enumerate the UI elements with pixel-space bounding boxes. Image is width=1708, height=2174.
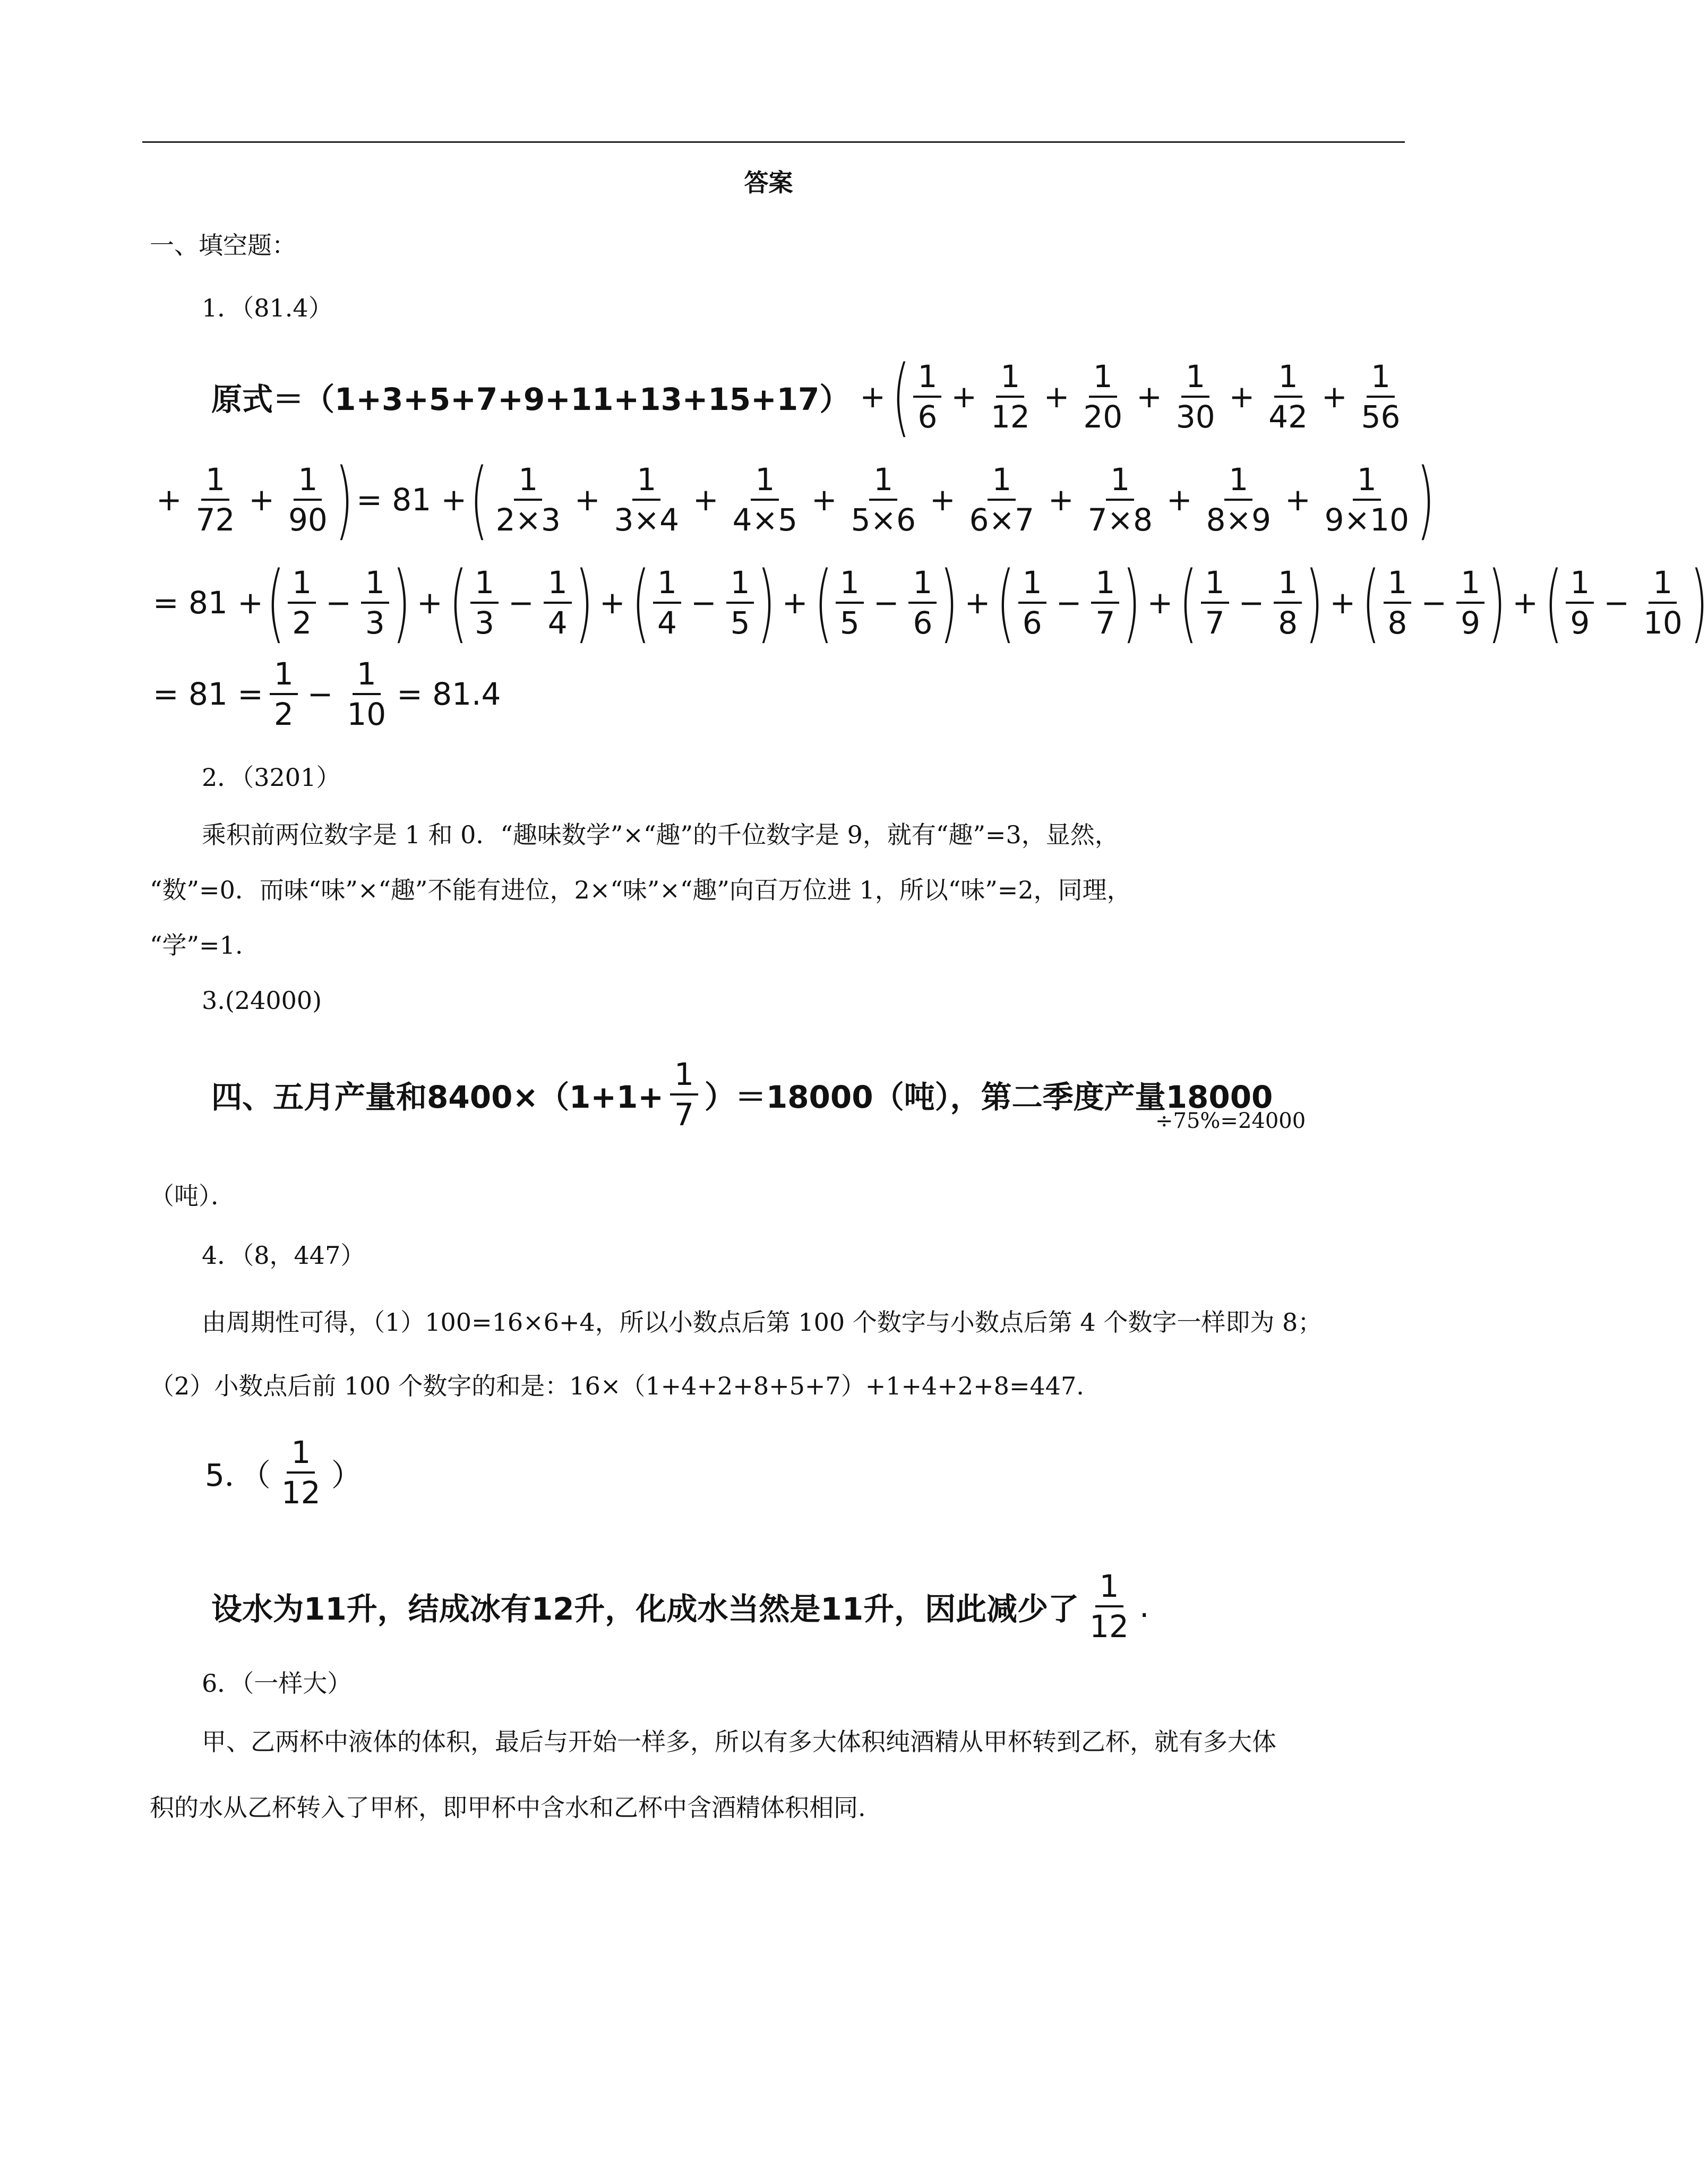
numerator: 1 xyxy=(1095,1567,1123,1607)
numerator: 1 xyxy=(836,563,864,604)
denominator: 20 xyxy=(1083,399,1123,435)
numerator: 1 xyxy=(361,563,389,604)
denominator: 2 xyxy=(273,696,294,732)
q4-paragraph-line-2: （2）小数点后前 100 个数字的和是：16×（1+4+2+8+5+7）+1+4+2+8=447. xyxy=(150,1372,1084,1400)
denominator: 8 xyxy=(1387,605,1407,641)
q6-label: 6．（一样大） xyxy=(202,1669,352,1698)
numerator: 1 xyxy=(913,357,941,398)
plus-sign: + xyxy=(930,482,956,518)
denominator: 4 xyxy=(547,605,568,641)
numerator: 1 xyxy=(908,563,937,604)
minus-sign: − xyxy=(1055,585,1082,621)
right-paren: ) xyxy=(334,450,354,549)
left-paren: ( xyxy=(449,553,468,652)
denominator: 6 xyxy=(917,399,938,435)
q2-label: 2．（3201） xyxy=(202,763,341,792)
minus-sign: − xyxy=(1421,585,1447,621)
plus-sign: + xyxy=(1512,585,1538,621)
difference-group xyxy=(266,553,411,652)
plus-sign: + xyxy=(1136,379,1162,415)
difference-group xyxy=(449,553,593,652)
denominator: 4×5 xyxy=(732,502,797,538)
plus-sign: + xyxy=(1321,379,1347,415)
right-paren: ) xyxy=(1488,553,1506,652)
denominator: 9×10 xyxy=(1324,502,1409,538)
plus-sign: + xyxy=(1229,379,1255,415)
q1-line2-fractions-b xyxy=(488,460,1417,539)
minus-sign: − xyxy=(873,585,899,621)
numerator: 1 xyxy=(1367,357,1395,398)
minus-sign: − xyxy=(1603,585,1629,621)
fraction xyxy=(488,460,568,539)
numerator: 1 xyxy=(653,563,681,604)
q3-label: 3.(24000) xyxy=(202,986,322,1015)
q1-equation-line-2 xyxy=(150,449,1435,550)
right-paren: ) xyxy=(1305,553,1324,652)
fraction xyxy=(844,460,923,539)
plus-sign: + xyxy=(417,585,443,621)
numerator: 1 xyxy=(294,460,322,501)
q1-line2-mid: = 81 + xyxy=(356,482,467,518)
denominator: 6×7 xyxy=(969,502,1035,538)
q5-label xyxy=(202,1427,365,1518)
q5-label-fraction xyxy=(274,1433,328,1512)
plus-sign: + xyxy=(860,379,886,415)
denominator: 6 xyxy=(913,605,933,641)
fraction xyxy=(285,563,319,642)
q2-paragraph-line-3: “学”=1. xyxy=(150,931,243,960)
numerator: 1 xyxy=(988,460,1016,501)
difference-group xyxy=(1179,553,1324,652)
minus-sign: − xyxy=(325,585,351,621)
minus-sign: − xyxy=(690,585,717,621)
denominator: 12 xyxy=(281,1475,321,1511)
right-paren: ) xyxy=(1689,553,1708,652)
fraction xyxy=(540,563,575,642)
q1-label: 1．（81.4） xyxy=(202,294,333,322)
fraction xyxy=(1076,357,1130,436)
plus-sign: + xyxy=(811,482,837,518)
difference-group xyxy=(997,553,1141,652)
q1-equation-line-1 xyxy=(208,346,1407,447)
q5-explanation xyxy=(208,1561,1152,1651)
denominator: 3 xyxy=(475,605,495,641)
fraction xyxy=(1169,357,1223,436)
q1-line1-lead: 原式＝（1+3+5+7+9+11+13+15+17） xyxy=(211,381,851,417)
denominator: 72 xyxy=(195,502,235,538)
q5-label-start: 5．（ xyxy=(205,1457,271,1493)
fraction xyxy=(962,460,1042,539)
fraction xyxy=(358,563,392,642)
q3-small-text: ÷75%=24000 xyxy=(1155,1109,1306,1133)
fraction xyxy=(1015,563,1050,642)
denominator: 30 xyxy=(1175,399,1215,435)
q3-end: （吨）． xyxy=(150,1182,235,1210)
denominator: 9 xyxy=(1461,605,1480,641)
q3-equation xyxy=(208,1049,1276,1140)
denominator: 4 xyxy=(657,605,677,641)
denominator: 5 xyxy=(839,605,860,641)
fraction xyxy=(725,460,805,539)
denominator: 12 xyxy=(1089,1608,1129,1645)
q3-lead: 四、五月产量和8400×（1+1+ xyxy=(211,1079,664,1115)
fraction xyxy=(1563,563,1597,642)
fraction xyxy=(607,460,686,539)
fraction xyxy=(650,563,684,642)
numerator: 1 xyxy=(1649,563,1677,604)
plus-sign: + xyxy=(156,482,182,518)
right-paren: ) xyxy=(1417,450,1435,549)
numerator: 1 xyxy=(1353,460,1381,501)
numerator: 1 xyxy=(1224,460,1252,501)
header-rule xyxy=(142,141,1405,143)
fraction xyxy=(1198,563,1232,642)
numerator: 1 xyxy=(632,460,660,501)
q5-label-end: ） xyxy=(331,1457,362,1493)
denominator: 10 xyxy=(347,696,387,732)
numerator: 1 xyxy=(996,357,1024,398)
page-title: 答案 xyxy=(744,168,793,197)
fraction xyxy=(467,563,502,642)
denominator: 7 xyxy=(1095,605,1115,641)
right-paren: ) xyxy=(574,553,593,652)
numerator: 1 xyxy=(869,460,897,501)
denominator: 7 xyxy=(674,1097,694,1133)
denominator: 6 xyxy=(1022,605,1042,641)
numerator: 1 xyxy=(1274,357,1302,398)
right-paren: ) xyxy=(757,553,776,652)
plus-sign: + xyxy=(574,482,600,518)
fraction xyxy=(1271,563,1305,642)
numerator: 1 xyxy=(1274,563,1302,604)
numerator: 1 xyxy=(1091,563,1119,604)
q2-paragraph-line-2: “数”=0．而味“味”×“趣”不能有进位，2×“味”×“趣”向百万位进 1，所以“味”=2，同理， xyxy=(150,876,1131,904)
minus-sign: − xyxy=(307,676,333,712)
q1-line1-fractions xyxy=(910,357,1407,436)
denominator: 56 xyxy=(1361,399,1401,435)
fraction xyxy=(983,357,1037,436)
plus-sign: + xyxy=(782,585,808,621)
q5-text-fraction xyxy=(1082,1567,1136,1646)
plus-sign: + xyxy=(599,585,625,621)
left-paren: ( xyxy=(266,553,285,652)
numerator: 1 xyxy=(201,460,229,501)
numerator: 1 xyxy=(1201,563,1229,604)
difference-group xyxy=(631,553,776,652)
left-paren: ( xyxy=(631,553,650,652)
q4-label: 4．（8，447） xyxy=(202,1241,365,1270)
left-paren: ( xyxy=(1179,553,1198,652)
denominator: 3×4 xyxy=(614,502,679,538)
denominator: 7×8 xyxy=(1087,502,1153,538)
numerator: 1 xyxy=(288,563,316,604)
numerator: 1 xyxy=(1181,357,1209,398)
plus-sign: + xyxy=(964,585,991,621)
fraction xyxy=(1380,563,1415,642)
q1-line2-fractions-a xyxy=(188,460,335,539)
numerator: 1 xyxy=(751,460,779,501)
denominator: 42 xyxy=(1268,399,1308,435)
fraction xyxy=(723,563,758,642)
q2-paragraph-line-1: 乘积前两位数字是 1 和 0．“趣味数学”×“趣”的千位数字是 9，就有“趣”=3，显然， xyxy=(202,820,1119,849)
plus-sign: + xyxy=(1048,482,1074,518)
numerator: 1 xyxy=(514,460,542,501)
plus-sign: + xyxy=(1329,585,1356,621)
numerator: 1 xyxy=(287,1433,315,1474)
denominator: 7 xyxy=(1205,605,1225,641)
fraction xyxy=(1636,563,1690,642)
right-paren: ) xyxy=(392,553,411,652)
left-paren: ( xyxy=(892,347,911,446)
q1-equation-line-3 xyxy=(150,552,1708,653)
fraction xyxy=(267,655,301,733)
q6-paragraph-line-2: 积的水从乙杯转入了甲杯，即甲杯中含水和乙杯中含酒精体积相同. xyxy=(150,1793,866,1822)
q4-paragraph-line-1: 由周期性可得，（1）100=16×6+4，所以小数点后第 100 个数字与小数点后第 4 个数字一样即为 8； xyxy=(202,1308,1323,1337)
fraction xyxy=(1199,460,1278,539)
numerator: 1 xyxy=(1384,563,1412,604)
denominator: 10 xyxy=(1643,605,1683,641)
denominator: 2 xyxy=(292,605,312,641)
denominator: 5 xyxy=(730,605,750,641)
right-paren: ) xyxy=(940,553,958,652)
fraction xyxy=(832,563,867,642)
numerator: 1 xyxy=(470,563,499,604)
fraction xyxy=(339,655,393,733)
q1-line3-lead: = 81 + xyxy=(153,585,263,621)
plus-sign: + xyxy=(951,379,977,415)
numerator: 1 xyxy=(353,655,381,695)
difference-group xyxy=(1544,553,1708,652)
fraction xyxy=(188,460,243,539)
denominator: 2×3 xyxy=(495,502,561,538)
numerator: 1 xyxy=(1089,357,1117,398)
numerator: 1 xyxy=(1106,460,1134,501)
fraction xyxy=(281,460,335,539)
fraction xyxy=(1080,460,1160,539)
denominator: 8×9 xyxy=(1206,502,1272,538)
q6-paragraph-line-1: 甲、乙两杯中液体的体积，最后与开始一样多，所以有多大体积纯酒精从甲杯转到乙杯，就有多大体 xyxy=(202,1727,1276,1756)
minus-sign: − xyxy=(508,585,534,621)
fraction xyxy=(905,563,940,642)
denominator: 5×6 xyxy=(851,502,916,538)
numerator: 1 xyxy=(1456,563,1484,604)
fraction xyxy=(1317,460,1417,539)
plus-sign: + xyxy=(1285,482,1311,518)
left-paren: ( xyxy=(814,553,832,652)
fraction xyxy=(1453,563,1488,642)
q1-line4-fractions xyxy=(267,655,393,733)
left-paren: ( xyxy=(1362,553,1380,652)
numerator: 1 xyxy=(1566,563,1594,604)
numerator: 1 xyxy=(1018,563,1046,604)
plus-sign: + xyxy=(248,482,275,518)
q5-text: 设水为11升，结成冰有12升，化成水当然是11升，因此减少了 xyxy=(211,1591,1079,1627)
numerator: 1 xyxy=(270,655,298,695)
denominator: 9 xyxy=(1570,605,1590,641)
fraction xyxy=(1261,357,1315,436)
q3-fraction xyxy=(667,1055,701,1134)
right-paren: ) xyxy=(1122,553,1141,652)
q3-tail: ）＝18000（吨），第二季度产量18000 xyxy=(704,1079,1273,1115)
q1-equation-line-4 xyxy=(150,644,504,744)
denominator: 3 xyxy=(365,605,385,641)
denominator: 8 xyxy=(1278,605,1298,641)
left-paren: ( xyxy=(1544,553,1563,652)
left-paren: ( xyxy=(997,553,1015,652)
fraction xyxy=(1088,563,1122,642)
difference-group xyxy=(1362,553,1506,652)
difference-group xyxy=(814,553,958,652)
q1-line4-lead: = 81 = xyxy=(153,676,263,712)
plus-sign: + xyxy=(1147,585,1173,621)
section-heading: 一、填空题： xyxy=(150,231,296,260)
numerator: 1 xyxy=(670,1055,698,1095)
q5-text-end: . xyxy=(1139,1588,1149,1624)
plus-sign: + xyxy=(692,482,719,518)
q1-line4-result: = 81.4 xyxy=(397,676,501,712)
denominator: 90 xyxy=(288,502,328,538)
left-paren: ( xyxy=(470,450,488,549)
plus-sign: + xyxy=(1043,379,1070,415)
fraction xyxy=(910,357,945,436)
q1-line3-pairs xyxy=(266,553,1708,652)
fraction xyxy=(1354,357,1408,436)
numerator: 1 xyxy=(544,563,572,604)
plus-sign: + xyxy=(1166,482,1192,518)
numerator: 1 xyxy=(726,563,754,604)
minus-sign: − xyxy=(1238,585,1265,621)
denominator: 12 xyxy=(990,399,1030,435)
